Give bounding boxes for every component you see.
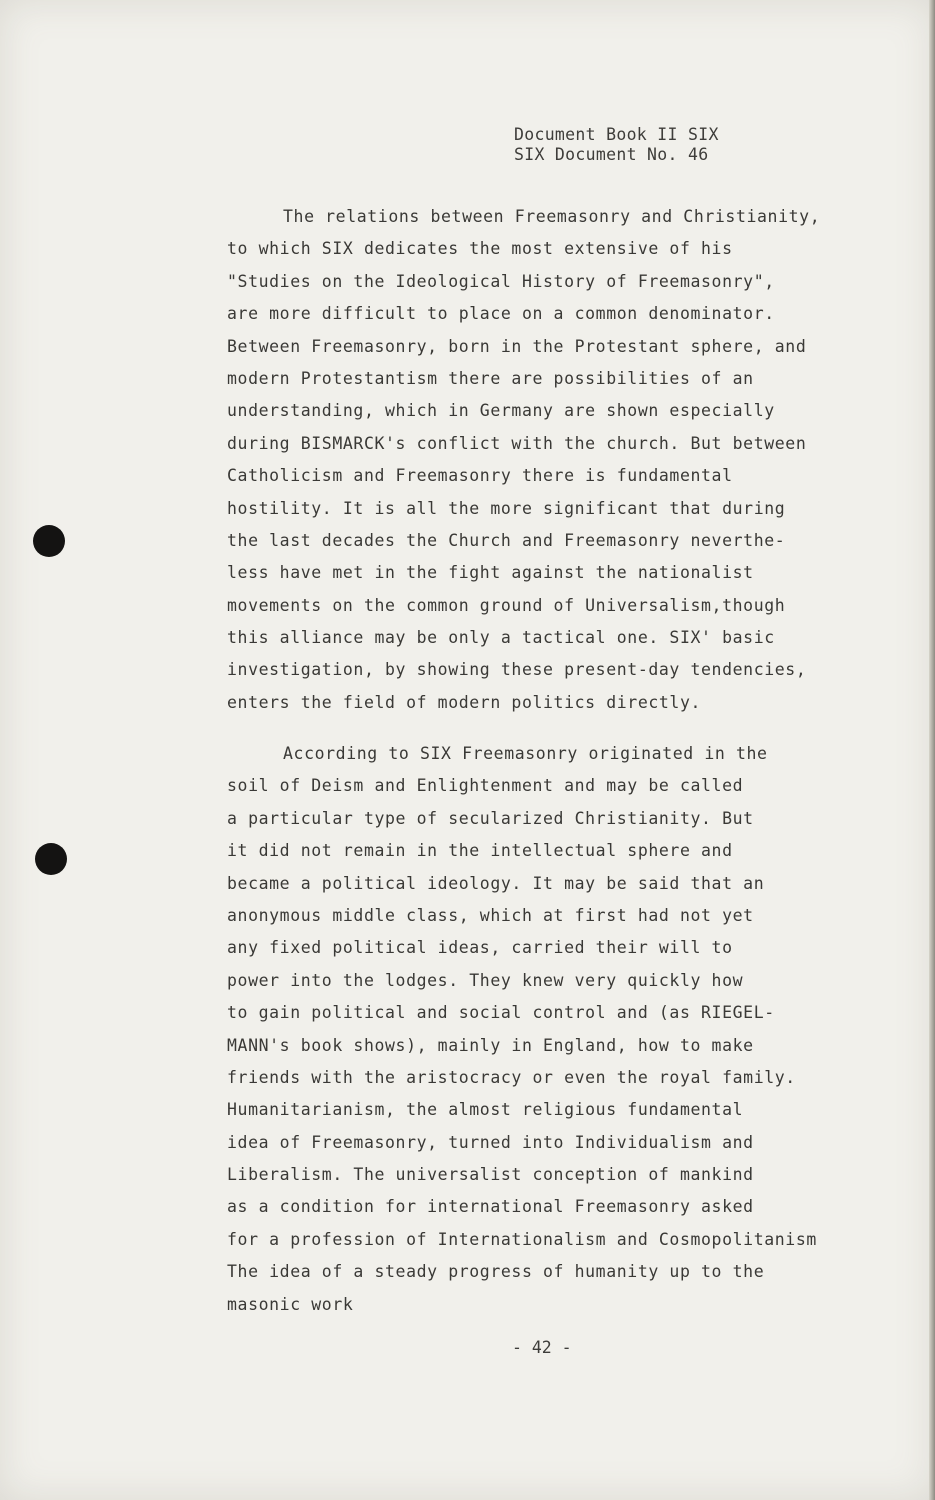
page-number: - 42 - (512, 1338, 572, 1357)
text-line: less have met in the fight against the nationalist (227, 563, 754, 583)
text-line: became a political ideology. It may be said that an (227, 873, 765, 893)
text-line: as a condition for international Freemasonry asked (227, 1197, 754, 1217)
text-line: it did not remain in the intellectual sphere and (227, 841, 733, 861)
text-line: for a profession of Internationalism and Cosmopolitanism (227, 1229, 817, 1249)
text-line: friends with the aristocracy or even the royal family. (227, 1067, 796, 1087)
text-line: this alliance may be only a tactical one. SIX' basic (227, 628, 775, 648)
page-edge (929, 0, 935, 1500)
text-line: are more difficult to place on a common denominator. (227, 304, 775, 324)
text-line: Humanitarianism, the almost religious fundamental (227, 1100, 744, 1120)
text-line: to gain political and social control and (as RIEGEL- (227, 1003, 775, 1023)
header-line-book: Document Book II SIX (514, 125, 719, 144)
text-line: Liberalism. The universalist conception of mankind (227, 1165, 754, 1185)
punch-hole-bottom (35, 843, 67, 875)
text-line: any fixed political ideas, carried their will to (227, 938, 733, 958)
header-line-document-number: SIX Document No. 46 (514, 145, 709, 164)
text-line: Between Freemasonry, born in the Protestant sphere, and (227, 336, 807, 356)
document-header (514, 125, 719, 165)
text-line: masonic work (227, 1294, 354, 1314)
text-line: The relations between Freemasonry and Christianity, (283, 207, 821, 226)
text-line: "Studies on the Ideological History of Freemasonry", (227, 271, 775, 291)
text-line: understanding, which in Germany are shown especially (227, 401, 775, 421)
text-line: modern Protestantism there are possibilities of an (227, 368, 754, 388)
text-line: the last decades the Church and Freemasonry neverthe- (227, 530, 786, 550)
text-line: soil of Deism and Enlightenment and may be called (227, 776, 744, 796)
text-line: idea of Freemasonry, turned into Individualism and (227, 1132, 754, 1152)
punch-hole-top (33, 525, 65, 557)
text-line: a particular type of secularized Christianity. But (227, 808, 754, 828)
text-line: According to SIX Freemasonry originated in the (283, 744, 768, 763)
text-line: anonymous middle class, which at first had not yet (227, 905, 754, 925)
text-line: power into the lodges. They knew very quickly how (227, 970, 744, 990)
text-line: movements on the common ground of Universalism,though (227, 595, 786, 615)
text-line: MANN's book shows), mainly in England, how to make (227, 1035, 754, 1055)
text-line: investigation, by showing these present-day tendencies, (227, 660, 807, 680)
paragraph-2 (227, 738, 887, 1321)
text-line: Catholicism and Freemasonry there is fundamental (227, 466, 733, 486)
text-line: The idea of a steady progress of humanity up to the (227, 1262, 765, 1282)
text-line: enters the field of modern politics directly. (227, 692, 702, 712)
text-line: during BISMARCK's conflict with the church. But between (227, 433, 807, 453)
text-line: to which SIX dedicates the most extensive of his (227, 239, 733, 259)
paragraph-1 (227, 201, 887, 719)
text-line: hostility. It is all the more significant that during (227, 498, 786, 518)
